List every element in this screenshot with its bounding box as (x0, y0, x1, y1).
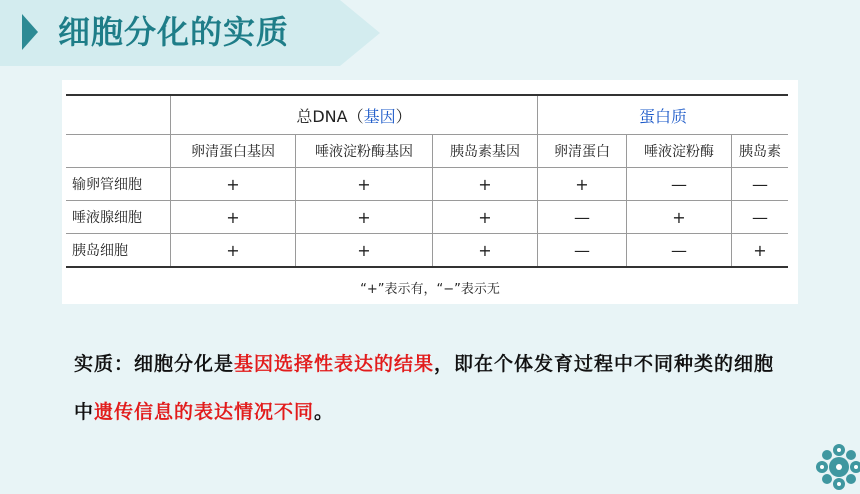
table-row (66, 234, 788, 268)
protein-group-header: 蛋白质 (538, 95, 789, 135)
corner-cell (66, 95, 171, 135)
corner-cell-2 (66, 135, 171, 168)
dna-group-header (171, 95, 538, 135)
row-label: 胰岛细胞 (66, 234, 171, 268)
column-header: 胰岛素基因 (433, 135, 538, 168)
column-header: 卵清蛋白 (538, 135, 627, 168)
row-label: 唾液腺细胞 (66, 201, 171, 234)
table-cell: + (538, 168, 627, 201)
column-header: 唾液淀粉酶 (627, 135, 732, 168)
table-cell: + (627, 201, 732, 234)
title-arrow-icon (22, 14, 38, 50)
page-title: 细胞分化的实质 (58, 13, 290, 51)
essence-prefix: 实质：细胞分化是 (74, 353, 235, 375)
table-row (66, 168, 788, 201)
table-cell: + (433, 201, 538, 234)
essence-highlight-1: 基因选择性表达的结果 (234, 353, 435, 375)
table-cell: + (433, 234, 538, 268)
flower-decoration-icon (812, 440, 860, 494)
dna-header-suffix: ） (395, 106, 412, 126)
dna-header-prefix: 总DNA（ (296, 106, 364, 126)
table-cell: + (433, 168, 538, 201)
column-header: 胰岛素 (732, 135, 789, 168)
table-cell: + (171, 201, 296, 234)
table-cell: — (627, 168, 732, 201)
table-cell: — (627, 234, 732, 268)
table-cell: — (732, 168, 789, 201)
table-cell: — (732, 201, 789, 234)
table-cell: + (171, 168, 296, 201)
essence-paragraph (74, 340, 794, 436)
table-cell: + (296, 168, 433, 201)
table-cell: — (538, 201, 627, 234)
table-cell: + (171, 234, 296, 268)
table-cell: — (538, 234, 627, 268)
table-cell: + (296, 234, 433, 268)
table-row (66, 201, 788, 234)
table-cell: + (732, 234, 789, 268)
table-cell: + (296, 201, 433, 234)
table-legend: “+”表示有，“−”表示无 (360, 282, 500, 297)
row-label: 输卵管细胞 (66, 168, 171, 201)
expression-table (66, 94, 788, 268)
table-card (62, 80, 798, 304)
dna-header-gene: 基因 (363, 106, 396, 126)
essence-highlight-2: 遗传信息的表达情况不同 (94, 401, 315, 423)
essence-suffix: 。 (314, 401, 335, 423)
essence-middle: ，即在个体发育过程中不同种类的细胞中 (74, 353, 775, 423)
column-header: 唾液淀粉酶基因 (296, 135, 433, 168)
column-header: 卵清蛋白基因 (171, 135, 296, 168)
